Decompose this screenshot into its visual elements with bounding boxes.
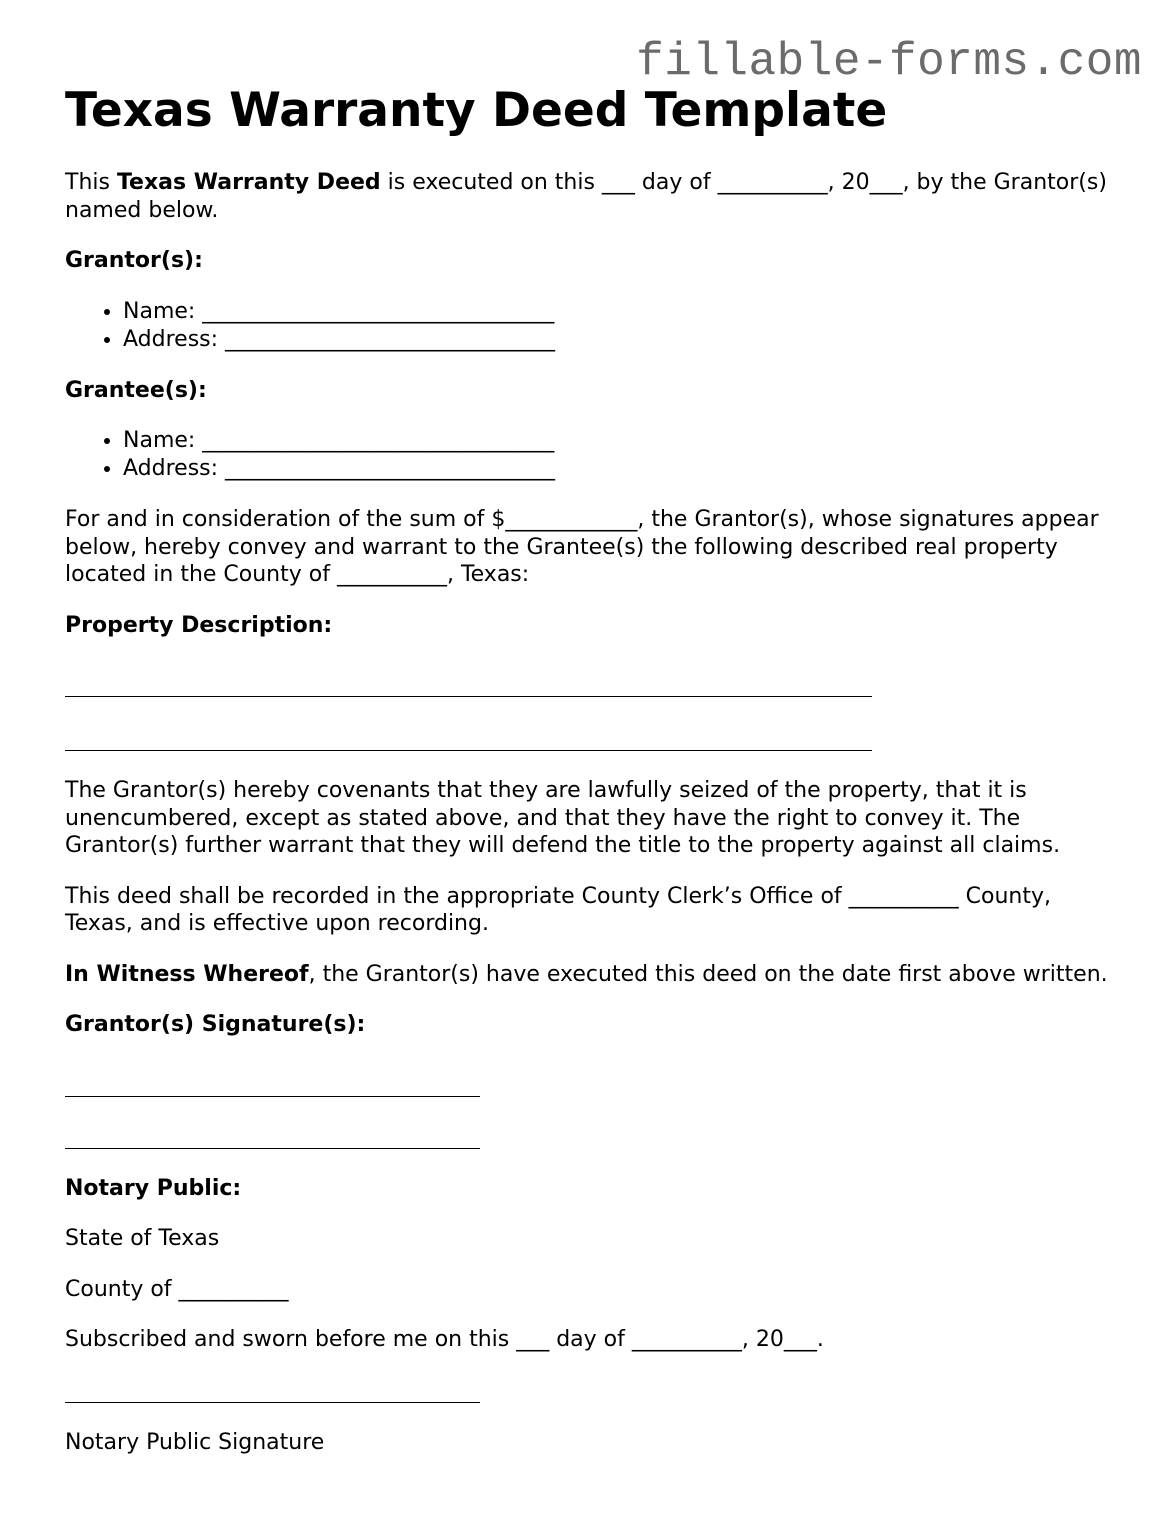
- grantor-name-field[interactable]: • Name: ________________________________: [123, 298, 1115, 326]
- intro-paragraph: [65, 169, 1115, 224]
- grantor-heading: Grantor(s):: [65, 248, 203, 273]
- intro-deed-name: Texas Warranty Deed: [116, 170, 381, 195]
- notary-signature-label: Notary Public Signature: [65, 1429, 325, 1455]
- witness-paragraph: [65, 961, 1115, 989]
- grantee-heading: Grantee(s):: [65, 377, 207, 403]
- grantee-fields: [65, 427, 1115, 483]
- grantor-signature-line-2[interactable]: [65, 1148, 480, 1149]
- witness-post: , the Grantor(s) have executed this deed on the date first above written.: [308, 961, 1108, 987]
- property-description-heading: Property Description:: [65, 612, 333, 638]
- recording-paragraph: This deed shall be recorded in the appropriate County Clerk’s Office of __________ County, Texas, and is effective upon recording.: [65, 883, 1051, 936]
- notary-sworn-statement: Subscribed and sworn before me on this ___ day of __________, 20___.: [65, 1327, 824, 1352]
- witness-bold: In Witness Whereof: [65, 961, 309, 987]
- notary-signature-line[interactable]: [65, 1402, 480, 1403]
- grantor-fields: [65, 298, 1115, 354]
- intro-post: is executed on this ___ day of __________, 20___, by the Grantor(s) named below.: [65, 170, 1107, 223]
- property-description-line-1[interactable]: [65, 696, 872, 697]
- notary-heading: Notary Public:: [65, 1175, 242, 1201]
- grantee-name-field[interactable]: • Name: ________________________________: [123, 427, 1115, 455]
- document-title: Texas Warranty Deed Template: [65, 83, 888, 138]
- grantee-address-field[interactable]: • Address: ______________________________: [123, 455, 1115, 483]
- grantor-signature-line-1[interactable]: [65, 1096, 480, 1097]
- document-page: [65, 84, 1115, 1479]
- intro-pre: This: [65, 170, 117, 195]
- notary-county: County of __________: [65, 1276, 289, 1302]
- consideration-paragraph: For and in consideration of the sum of $____________, the Grantor(s), whose signatures appear below, hereby convey and warrant to the Grantee(s) the following described real property located in the County of __________, Texas:: [65, 507, 1099, 587]
- property-description-line-2[interactable]: [65, 750, 872, 751]
- covenant-paragraph: The Grantor(s) hereby covenants that they are lawfully seized of the property, that it is unencumbered, except as stated above, and that they have the right to convey it. The Grantor(s) further warrant that they will defend the title to the property against all claims.: [65, 778, 1061, 858]
- grantor-signatures-heading: Grantor(s) Signature(s):: [65, 1012, 366, 1037]
- grantor-address-field[interactable]: • Address: ______________________________: [123, 326, 1115, 354]
- watermark: fillable-forms.com: [636, 36, 1142, 88]
- notary-state: State of Texas: [65, 1226, 220, 1251]
